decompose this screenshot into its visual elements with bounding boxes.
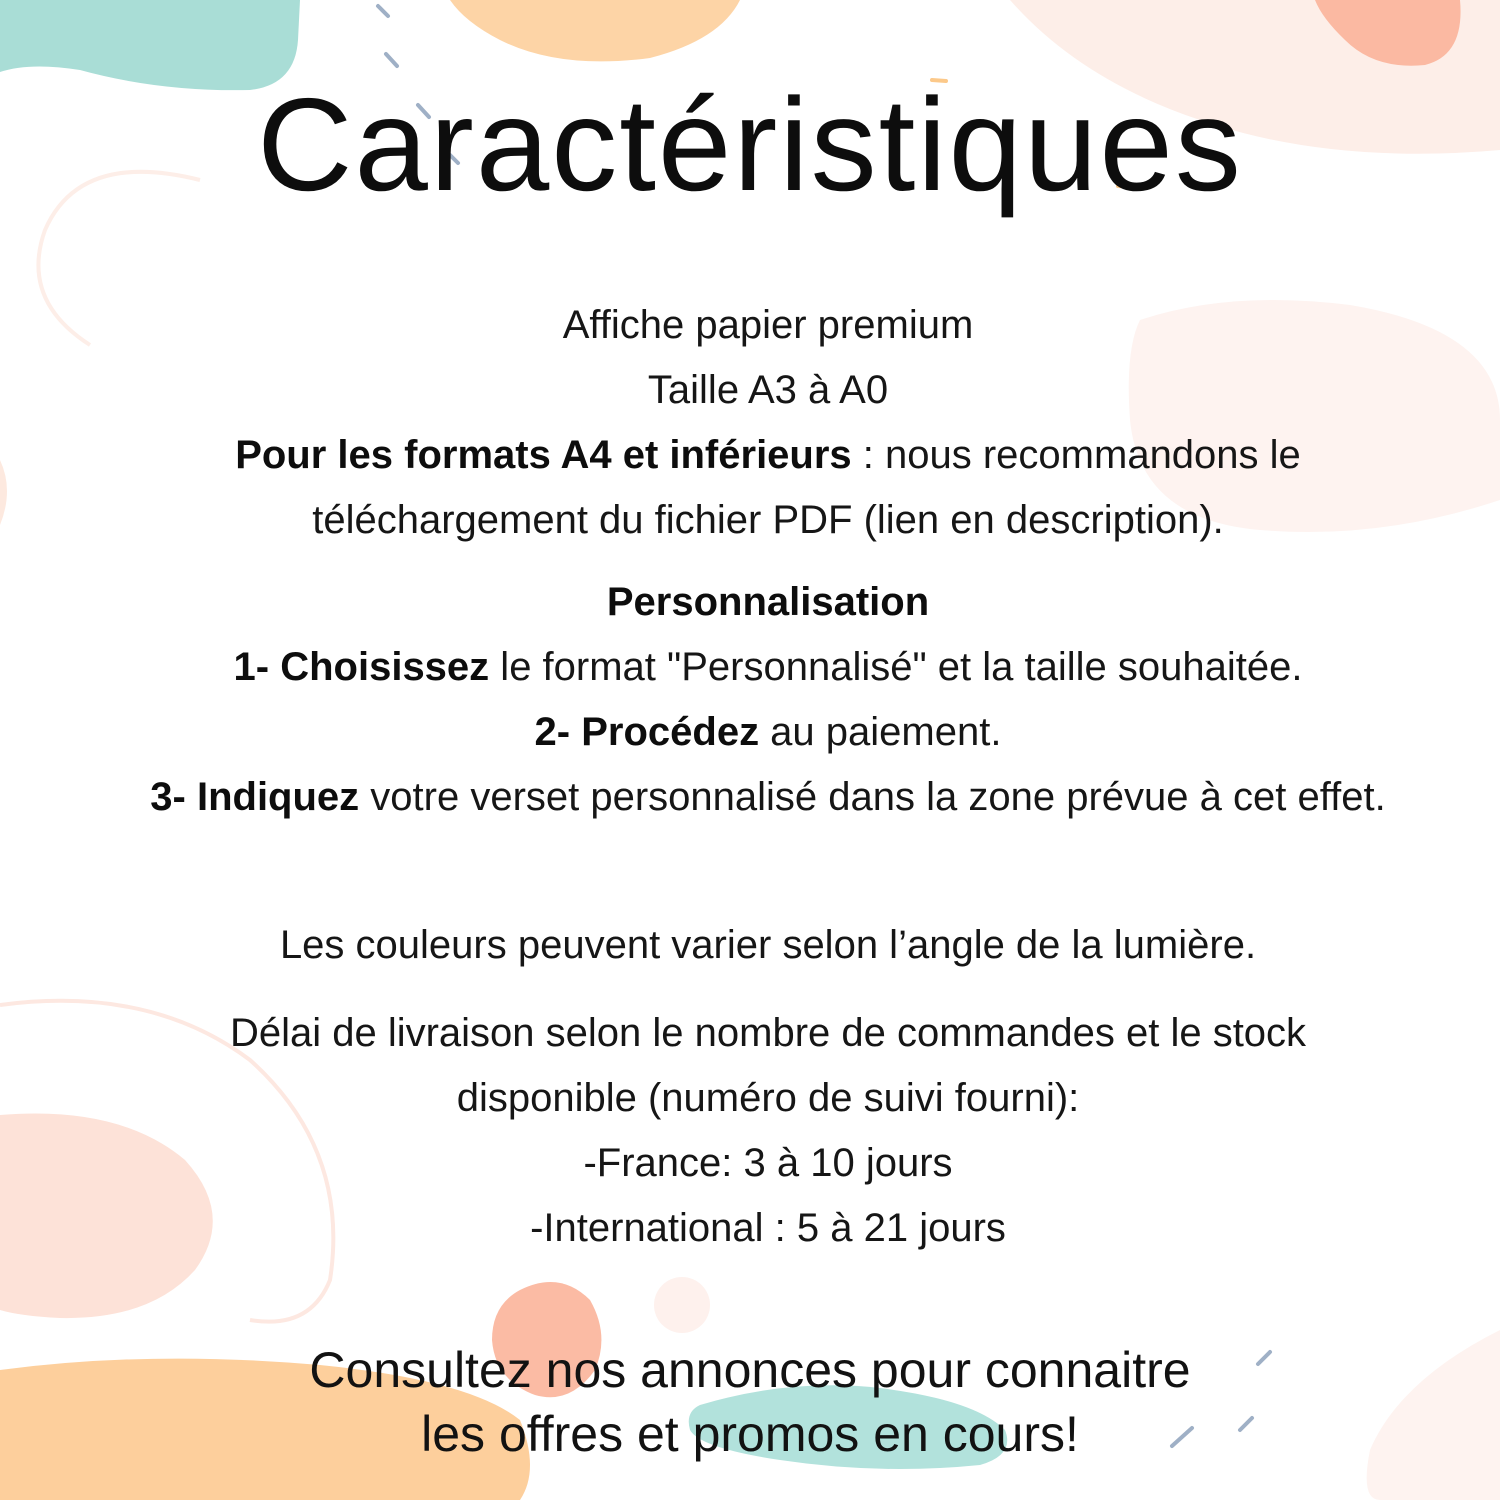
intro-line-paper: Affiche papier premium [562, 303, 974, 347]
step-3 [150, 765, 1386, 830]
delivery-france: -France: 3 à 10 jours [583, 1141, 953, 1185]
formats-paragraph [150, 423, 1386, 553]
delivery-international: -International : 5 à 21 jours [530, 1206, 1006, 1250]
page-title: Caractéristiques [257, 71, 1243, 218]
personalisation-heading: Personnalisation [606, 580, 930, 624]
formats-bold: Pour les formats A4 et inférieurs [235, 433, 852, 477]
step-2 [150, 700, 1386, 765]
colors-note: Les couleurs peuvent varier selon l’angle de la lumière. [279, 923, 1257, 967]
personalisation-section [150, 570, 1386, 830]
step-2-text: au paiement. [759, 710, 1002, 754]
formats-text: : nous recommandons le téléchargement du fichier PDF (lien en description). [312, 433, 1301, 542]
delivery-section [150, 1001, 1386, 1261]
step-1-text: le format "Personnalisé" et la taille souhaitée. [489, 645, 1303, 689]
step-1 [150, 635, 1386, 700]
intro-section [150, 293, 1386, 553]
step-3-text: votre verset personnalisé dans la zone prévue à cet effet. [359, 775, 1386, 819]
footer-line-2: les offres et promos en cours! [421, 1406, 1079, 1462]
step-1-bold: 1- Choisissez [233, 645, 490, 689]
step-3-bold: 3- Indiquez [150, 775, 360, 819]
intro-line-size: Taille A3 à A0 [647, 368, 889, 412]
delivery-text: Délai de livraison selon le nombre de commandes et le stock disponible (numéro de suivi fourni): [229, 1011, 1307, 1120]
footer-line-1: Consultez nos annonces pour connaitre [309, 1342, 1191, 1398]
footer-cta [0, 1338, 1500, 1466]
step-2-bold: 2- Procédez [534, 710, 760, 754]
